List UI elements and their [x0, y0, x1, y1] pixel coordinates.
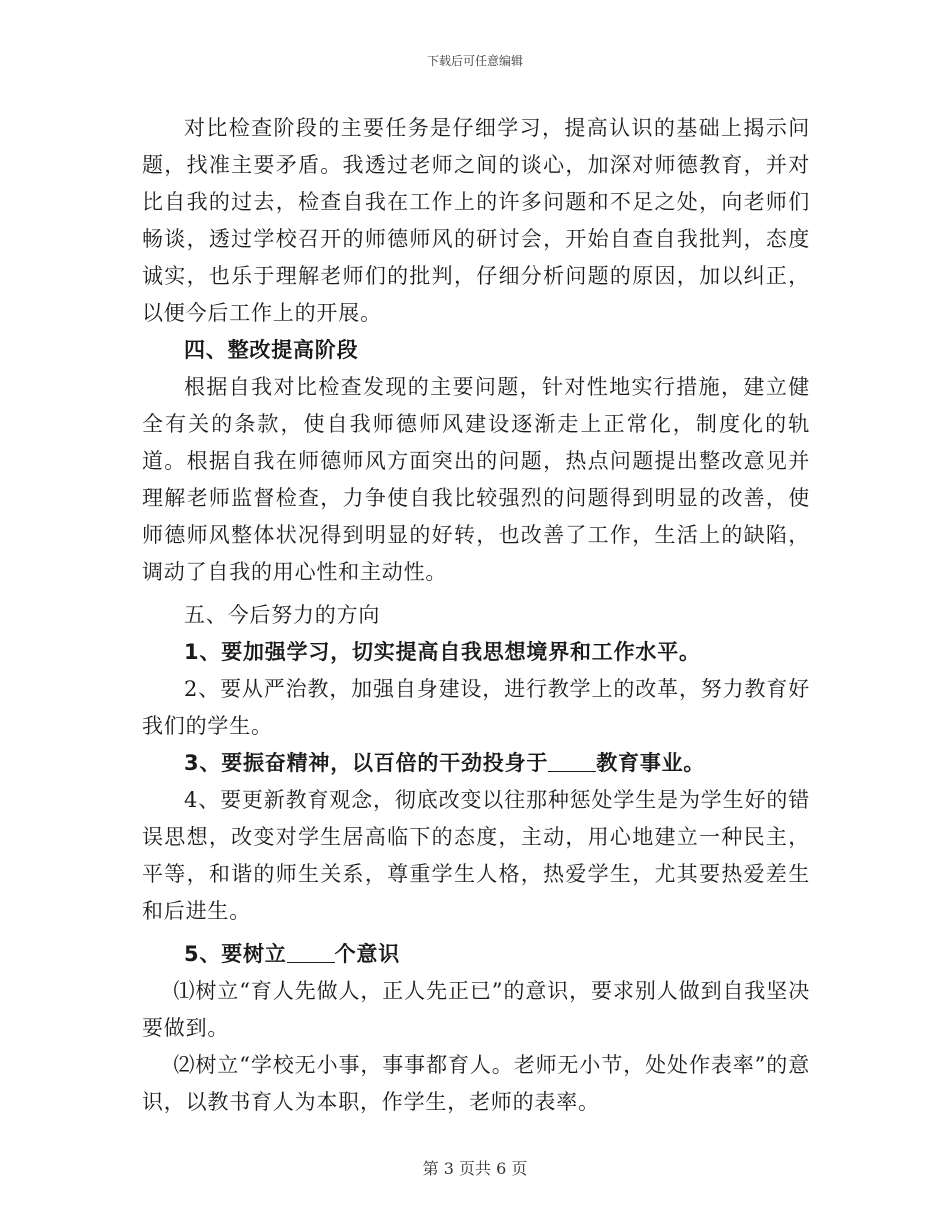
- sub-item-2: ⑵树立“学校无小事，事事都育人。老师无小节，处处作表率”的意识，以教书育人为本职，作学生，老师的表率。: [142, 1053, 810, 1114]
- list-item-5: [142, 936, 810, 973]
- list-item-5-text-after: 个意识: [334, 942, 401, 966]
- paragraph-comparison-check: 对比检查阶段的主要任务是仔细学习，提高认识的基础上揭示问题，找准主要矛盾。我透过老师之间的谈心，加深对师德教育，并对比自我的过去，检查自我在工作上的许多问题和不足之处，向老师们畅谈，透过学校召开的师德师风的研讨会，开始自查自我批判，态度诚实，也乐于理解老师们的批判，仔细分析问题的原因，加以纠正，以便今后工作上的开展。: [142, 116, 810, 325]
- document-body: [142, 110, 810, 1121]
- page-header: 下载后可任意编辑: [426, 54, 523, 68]
- section-heading-rectification: 四、整改提高阶段: [184, 338, 359, 362]
- list-item-1: 1、要加强学习，切实提高自我思想境界和工作水平。: [184, 640, 701, 664]
- page-footer: 第 3 页共 6 页: [422, 1159, 528, 1178]
- sub-item-1: ⑴树立“育人先做人，正人先正已”的意识，要求别人做到自我坚决要做到。: [142, 979, 810, 1040]
- list-item-5-text-before: 5、要树立: [184, 942, 287, 966]
- list-item-3: [142, 745, 810, 782]
- list-item-4: 4、要更新教育观念，彻底改变以往那种惩处学生是为学生好的错误思想，改变对学生居高临下的态度，主动，用心地建立一种民主，平等，和谐的师生关系，尊重学生人格，热爱学生，尤其要热爱差生和后进生。: [142, 788, 810, 923]
- list-item-2: 2、要从严治教，加强自身建设，进行教学上的改革，努力教育好我们的学生。: [142, 677, 810, 738]
- fill-in-blank: [287, 941, 335, 963]
- section-heading-future-direction: 五、今后努力的方向: [184, 603, 381, 627]
- list-item-3-text-before: 3、要振奋精神，以百倍的干劲投身于: [184, 751, 549, 775]
- fill-in-blank: [548, 750, 596, 772]
- list-item-3-text-after: 教育事业。: [596, 751, 706, 775]
- paragraph-rectification: 根据自我对比检查发现的主要问题，针对性地实行措施，建立健全有关的条款，使自我师德师风建设逐渐走上正常化，制度化的轨道。根据自我在师德师风方面突出的问题，热点问题提出整改意见并理解老师监督检查，力争使自我比较强烈的问题得到明显的改善，使师德师风整体状况得到明显的好转，也改善了工作，生活上的缺陷，调动了自我的用心性和主动性。: [142, 375, 810, 584]
